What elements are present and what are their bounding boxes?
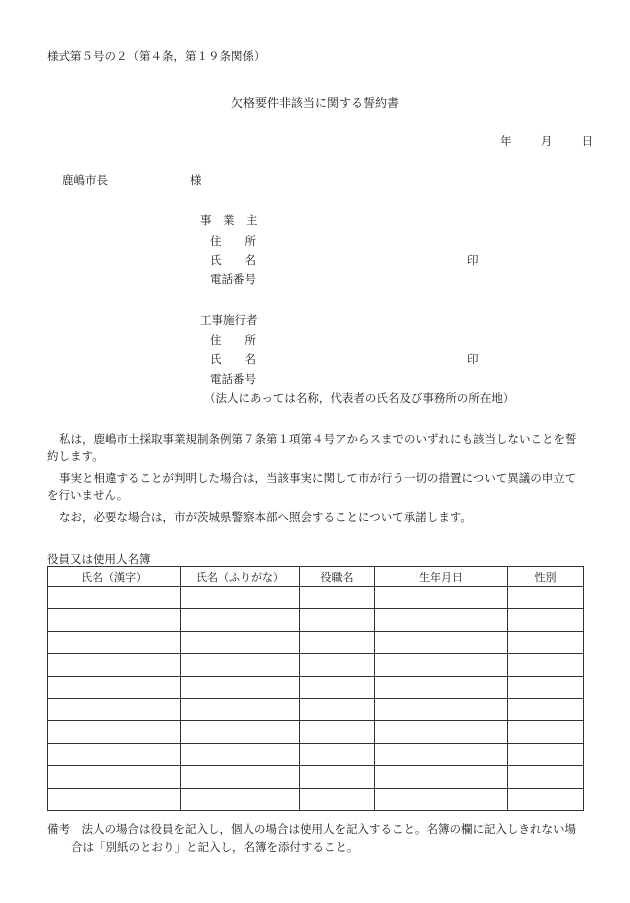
contractor-address-label: 住 所: [210, 333, 256, 347]
remarks: [47, 820, 587, 856]
date-month-label: 月: [540, 134, 553, 148]
cell-position[interactable]: [300, 788, 375, 810]
cell-position[interactable]: [300, 609, 375, 631]
cell-birthdate[interactable]: [375, 587, 508, 609]
cell-birthdate[interactable]: [375, 743, 508, 765]
table-row: [48, 676, 584, 698]
roster-header-row: [48, 567, 584, 587]
cell-gender[interactable]: [508, 698, 584, 720]
table-row: [48, 631, 584, 653]
corporate-note: （法人にあっては名称，代表者の氏名及び事務所の所在地）: [204, 391, 515, 405]
cell-name-furigana[interactable]: [181, 698, 300, 720]
cell-birthdate[interactable]: [375, 698, 508, 720]
table-row: [48, 587, 584, 609]
cell-birthdate[interactable]: [375, 609, 508, 631]
cell-name-kanji[interactable]: [48, 743, 181, 765]
form-number: 様式第５号の２（第４条，第１９条関係）: [47, 49, 266, 63]
cell-name-kanji[interactable]: [48, 766, 181, 788]
addressee-honorific: 様: [190, 173, 202, 187]
roster-body: [48, 587, 584, 811]
cell-name-kanji[interactable]: [48, 788, 181, 810]
cell-birthdate[interactable]: [375, 766, 508, 788]
contractor-phone-label: 電話番号: [210, 372, 256, 386]
cell-gender[interactable]: [508, 721, 584, 743]
cell-name-kanji[interactable]: [48, 587, 181, 609]
column-header-gender: 性別: [508, 567, 584, 587]
cell-birthdate[interactable]: [375, 676, 508, 698]
column-header-name-furigana: 氏名（ふりがな）: [181, 567, 300, 587]
remarks-line: 合は「別紙のとおり」と記入し，名簿を添付すること。: [71, 840, 359, 854]
cell-gender[interactable]: [508, 743, 584, 765]
remarks-line: 備考 法人の場合は役員を記入し，個人の場合は使用人を記入すること。名簿の欄に記入しきれない場: [47, 822, 576, 836]
cell-birthdate[interactable]: [375, 721, 508, 743]
date-day-label: 日: [581, 134, 594, 148]
addressee-name: 鹿嶋市長: [62, 173, 108, 187]
cell-gender[interactable]: [508, 631, 584, 653]
cell-name-kanji[interactable]: [48, 721, 181, 743]
contractor-heading: 工事施行者: [200, 313, 258, 327]
cell-birthdate[interactable]: [375, 788, 508, 810]
contractor-seal-mark: 印: [467, 352, 479, 366]
cell-position[interactable]: [300, 766, 375, 788]
cell-name-furigana[interactable]: [181, 721, 300, 743]
cell-position[interactable]: [300, 721, 375, 743]
cell-gender[interactable]: [508, 609, 584, 631]
cell-name-furigana[interactable]: [181, 676, 300, 698]
cell-position[interactable]: [300, 587, 375, 609]
business-owner-name-label: 氏 名: [210, 253, 256, 267]
business-owner-seal-mark: 印: [467, 253, 479, 267]
cell-gender[interactable]: [508, 587, 584, 609]
declaration-paragraph: なお，必要な場合は，市が茨城県警察本部へ照会することについて承諾します。: [59, 510, 472, 524]
column-header-birthdate: 生年月日: [375, 567, 508, 587]
cell-gender[interactable]: [508, 766, 584, 788]
cell-position[interactable]: [300, 631, 375, 653]
cell-gender[interactable]: [508, 788, 584, 810]
cell-position[interactable]: [300, 698, 375, 720]
table-row: [48, 788, 584, 810]
table-row: [48, 766, 584, 788]
roster-caption: 役員又は使用人名簿: [47, 552, 151, 566]
cell-name-furigana[interactable]: [181, 609, 300, 631]
cell-name-kanji[interactable]: [48, 698, 181, 720]
cell-name-kanji[interactable]: [48, 631, 181, 653]
table-row: [48, 743, 584, 765]
cell-birthdate[interactable]: [375, 631, 508, 653]
cell-name-furigana[interactable]: [181, 654, 300, 676]
cell-name-furigana[interactable]: [181, 743, 300, 765]
table-row: [48, 609, 584, 631]
cell-name-kanji[interactable]: [48, 654, 181, 676]
contractor-name-label: 氏 名: [210, 352, 256, 366]
cell-name-furigana[interactable]: [181, 788, 300, 810]
declaration-paragraph: 私は，鹿嶋市土採取事業規制条例第７条第１項第４号アからスまでのいずれにも該当しないことを誓約します。: [47, 432, 577, 463]
column-header-position: 役職名: [300, 567, 375, 587]
table-row: [48, 721, 584, 743]
business-owner-address-label: 住 所: [210, 234, 256, 248]
column-header-name-kanji: 氏名（漢字）: [48, 567, 181, 587]
addressee: [62, 172, 202, 188]
document-title: 欠格要件非該当に関する誓約書: [230, 96, 399, 110]
cell-gender[interactable]: [508, 654, 584, 676]
cell-position[interactable]: [300, 676, 375, 698]
date-year-label: 年: [500, 134, 512, 148]
declaration-paragraph: 事実と相違することが判明した場合は，当該事実に関して市が行う一切の措置について異議の申立てを行いません。: [47, 471, 577, 502]
date-line: [500, 133, 593, 149]
cell-position[interactable]: [300, 743, 375, 765]
table-row: [48, 698, 584, 720]
cell-gender[interactable]: [508, 676, 584, 698]
cell-name-kanji[interactable]: [48, 676, 181, 698]
cell-birthdate[interactable]: [375, 654, 508, 676]
table-row: [48, 654, 584, 676]
cell-position[interactable]: [300, 654, 375, 676]
business-owner-heading: 事 業 主: [200, 213, 258, 227]
cell-name-furigana[interactable]: [181, 631, 300, 653]
business-owner-phone-label: 電話番号: [210, 272, 256, 286]
cell-name-furigana[interactable]: [181, 766, 300, 788]
cell-name-furigana[interactable]: [181, 587, 300, 609]
roster-table: [47, 566, 584, 811]
cell-name-kanji[interactable]: [48, 609, 181, 631]
